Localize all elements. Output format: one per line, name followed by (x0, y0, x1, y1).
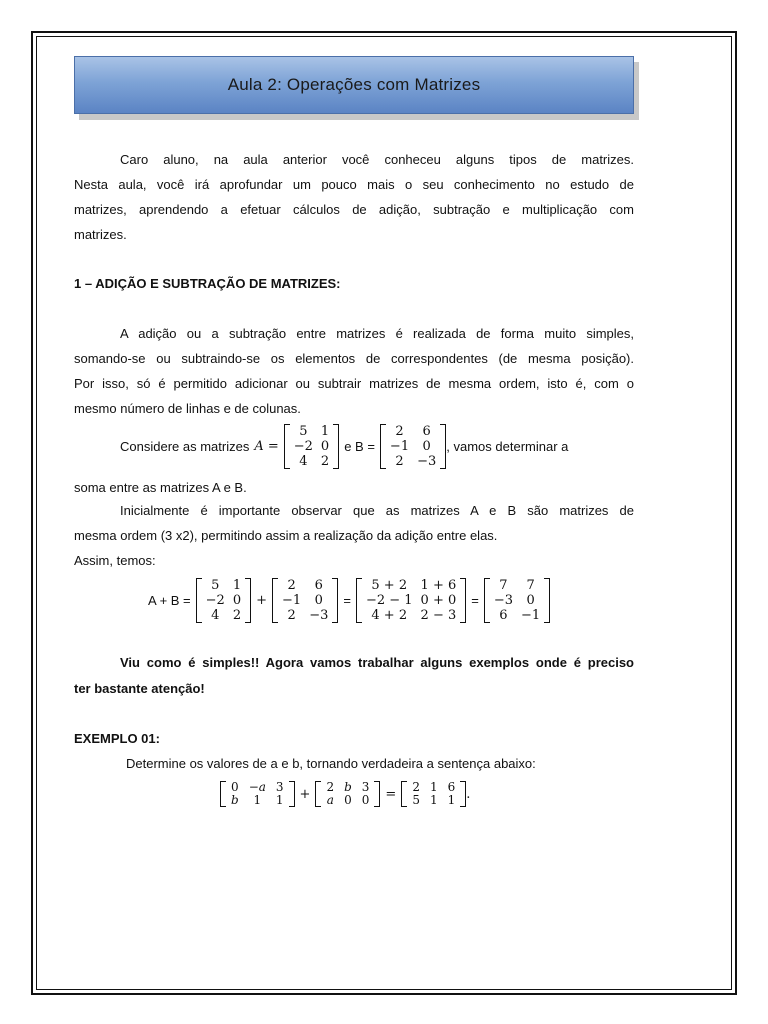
example-equation (220, 781, 470, 807)
matrix-cell: −2 − 1 (365, 593, 413, 608)
matrix-cell: 6 (447, 780, 456, 794)
matrix-cell: 0 (232, 593, 242, 608)
matrix-cell: 1 (320, 424, 330, 439)
consider-middle: e B = (344, 439, 375, 454)
matrix-row (490, 578, 544, 593)
matrix-cell: 2 (287, 608, 296, 623)
matrix-cell: 0 (344, 793, 352, 807)
section1-line-1: A adição ou a subtração entre matrizes é realizada de forma muito simples, (120, 326, 634, 341)
matrix-row (202, 608, 245, 623)
matrix-row (290, 439, 333, 454)
matrix-cell: 2 (326, 780, 335, 794)
sum-matrix-4 (484, 578, 550, 623)
title-banner (74, 56, 634, 114)
matrix-row (362, 593, 460, 608)
matrix-cell: a (326, 793, 334, 807)
matrix-row (278, 593, 332, 608)
matrix-cell: 5 (299, 424, 308, 439)
matrix-cell: −3 (417, 454, 437, 469)
consider-continuation: soma entre as matrizes A e B. (74, 480, 247, 495)
matrix-a (284, 424, 339, 469)
matrix-row (490, 608, 544, 623)
matrix-cell: −1 (389, 439, 410, 454)
matrix-cell: 1 (232, 578, 242, 593)
matrix-cell: 0 (422, 439, 431, 454)
matrix-a-label: A = (254, 439, 279, 454)
matrix-cell: −2 (293, 439, 313, 454)
matrix-cell: 0 (526, 593, 535, 608)
example-matrix-1 (220, 781, 295, 807)
matrix-row (290, 424, 333, 439)
matrix-cell: 6 (499, 608, 508, 623)
section1-line-3: Por isso, só é permitido adicionar ou subtrair matrizes de mesma ordem, isto é, com o (74, 376, 634, 391)
section1-line-4: mesmo número de linhas e de colunas. (74, 401, 301, 416)
matrix-cell: 2 (232, 608, 242, 623)
matrix-cell: 0 (320, 439, 330, 454)
matrix-cell: 6 (422, 424, 431, 439)
section-heading: 1 – ADIÇÃO E SUBTRAÇÃO DE MATRIZES: (74, 276, 341, 291)
matrix-row (278, 578, 332, 593)
matrix-row (278, 608, 332, 623)
matrix-cell: b (231, 793, 239, 807)
matrix-row (362, 608, 460, 623)
matrix-cell: 2 (320, 454, 330, 469)
matrix-cell: 2 − 3 (420, 608, 457, 623)
example-text: Determine os valores de a e b, tornando verdadeira a sentença abaixo: (126, 756, 536, 771)
intro-line-3: matrizes, aprendendo a efetuar cálculos de adição, subtração e multiplicação com (74, 202, 634, 217)
matrix-cell: 4 (299, 454, 308, 469)
example-plus: + (299, 786, 311, 802)
matrix-cell: 1 (429, 793, 438, 807)
sum-equation (148, 578, 550, 623)
example-heading: EXEMPLO 01: (74, 731, 160, 746)
matrix-cell: 3 (361, 780, 370, 794)
matrix-cell: 0 (361, 793, 370, 807)
matrix-row (490, 593, 544, 608)
matrix-cell: 1 (447, 793, 456, 807)
matrix-cell: b (344, 780, 352, 794)
matrix-cell: −3 (493, 593, 514, 608)
example-eq: = (385, 786, 397, 802)
matrix-cell: 3 (275, 780, 284, 794)
matrix-cell: 2 (287, 578, 296, 593)
matrix-cell: 5 (211, 578, 220, 593)
sum-lhs: A + B = (148, 593, 191, 608)
intro-line-4: matrizes. (74, 227, 127, 242)
matrix-row (362, 578, 460, 593)
matrix-row (386, 454, 440, 469)
emphasis-line-1: Viu como é simples!! Agora vamos trabalhar alguns exemplos onde é preciso (120, 655, 634, 670)
example-matrix-2 (315, 781, 380, 807)
matrix-cell: 1 (275, 793, 284, 807)
matrix-cell: 7 (499, 578, 508, 593)
matrix-row (407, 794, 460, 807)
matrix-cell: 5 (412, 793, 420, 807)
matrix-cell: 0 (231, 780, 239, 794)
matrix-cell: 1 + 6 (420, 578, 457, 593)
matrix-row (202, 593, 245, 608)
matrix-cell: 1 (253, 793, 262, 807)
matrix-row (321, 794, 374, 807)
matrix-cell: 1 (429, 780, 438, 794)
matrix-cell: −2 (205, 593, 225, 608)
matrix-row (202, 578, 245, 593)
matrix-cell: 4 + 2 (371, 608, 408, 623)
page-title: Aula 2: Operações com Matrizes (227, 75, 481, 94)
consider-suffix: , vamos determinar a (446, 439, 569, 454)
matrix-row (226, 794, 289, 807)
sum-matrix-1 (196, 578, 251, 623)
sum-plus: + (256, 593, 268, 608)
matrix-row (386, 439, 440, 454)
matrix-cell: 2 (395, 454, 404, 469)
section1-line-2: somando-se ou subtraindo-se os elementos de correspondentes (de mesma posição). (74, 351, 634, 366)
matrix-cell: 4 (211, 608, 220, 623)
assim-text: Assim, temos: (74, 553, 156, 568)
matrix-cell: 6 (314, 578, 323, 593)
consider-prefix: Considere as matrizes (120, 439, 250, 454)
observe-line-1: Inicialmente é importante observar que as matrizes A e B são matrizes de (120, 503, 634, 518)
matrix-b (380, 424, 446, 469)
sum-matrix-2 (272, 578, 338, 623)
example-end: . (466, 786, 471, 802)
consider-line (120, 424, 568, 469)
intro-line-2: Nesta aula, você irá aprofundar um pouco mais o seu conhecimento no estudo de (74, 177, 634, 192)
matrix-cell: 5 + 2 (371, 578, 408, 593)
matrix-cell: 2 (395, 424, 404, 439)
matrix-cell: 0 (314, 593, 323, 608)
matrix-cell: −1 (521, 608, 541, 623)
sum-eq-2: = (471, 593, 479, 608)
matrix-cell: −3 (309, 608, 329, 623)
sum-matrix-3 (356, 578, 466, 623)
matrix-cell: 2 (412, 780, 420, 794)
sum-eq-1: = (343, 593, 351, 608)
matrix-cell: −a (248, 780, 266, 794)
matrix-cell: −1 (282, 593, 302, 608)
matrix-cell: 7 (526, 578, 535, 593)
emphasis-line-2: ter bastante atenção! (74, 681, 205, 696)
matrix-cell: 0 + 0 (420, 593, 457, 608)
intro-line-1: Caro aluno, na aula anterior você conheceu alguns tipos de matrizes. (120, 152, 634, 167)
matrix-row (290, 454, 333, 469)
matrix-row (386, 424, 440, 439)
observe-line-2: mesma ordem (3 x2), permitindo assim a realização da adição entre elas. (74, 528, 498, 543)
example-matrix-3 (401, 781, 466, 807)
